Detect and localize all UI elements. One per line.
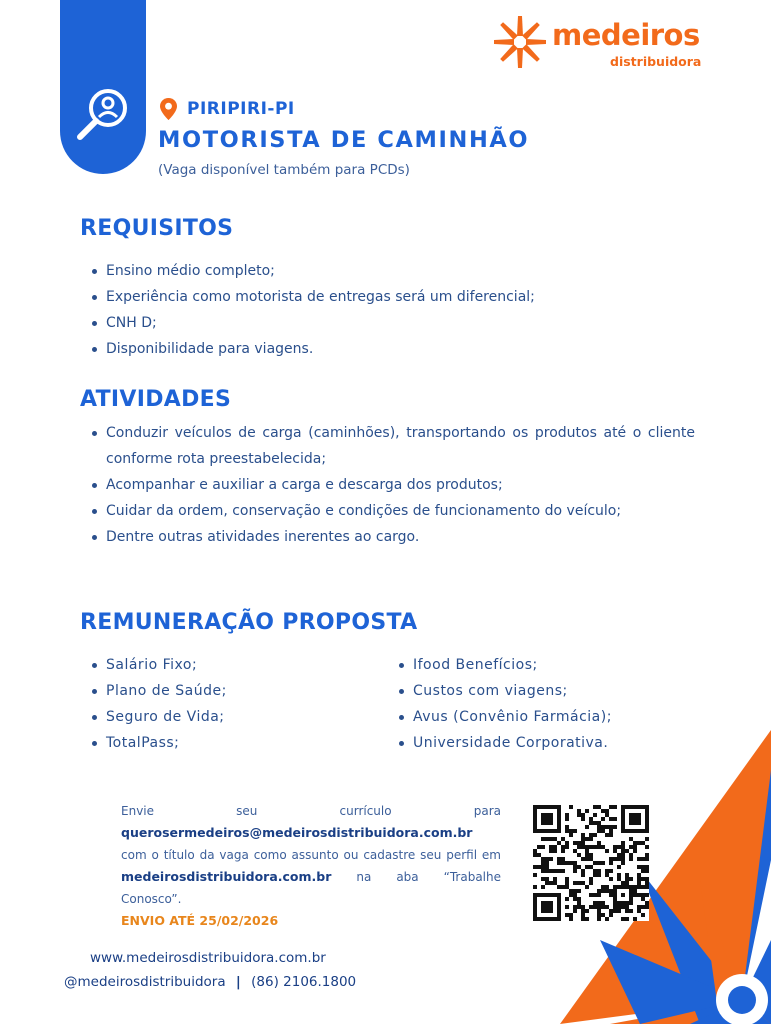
brand-tagline: distribuidora xyxy=(610,54,702,69)
header-tab xyxy=(60,0,146,174)
list-item: Conduzir veículos de carga (caminhões), transportando os produtos até o cliente conforme rota preestabelecida; xyxy=(90,420,695,472)
sun-burst-icon xyxy=(492,14,548,70)
requisitos-heading: REQUISITOS xyxy=(80,216,234,241)
list-item: Plano de Saúde; xyxy=(90,678,370,704)
requisitos-list xyxy=(90,258,690,362)
list-item: Salário Fixo; xyxy=(90,652,370,678)
footer-phone[interactable]: (86) 2106.1800 xyxy=(251,974,357,990)
list-item: Experiência como motorista de entregas será um diferencial; xyxy=(90,284,690,310)
remuneracao-list-right xyxy=(397,652,697,756)
list-item: Seguro de Vida; xyxy=(90,704,370,730)
atividades-list xyxy=(90,420,695,550)
instructions-line: Envie seu currículo para xyxy=(121,804,501,818)
footer-website[interactable]: www.medeirosdistribuidora.com.br xyxy=(90,950,326,966)
application-instructions: Envie seu currículo para querosermedeiros@medeirosdistribuidora.com.br com o título da vaga como assunto ou cadastre seu perfil em medeirosdistribuidora.com.br na aba “Trabalhe Conosco”. ENVIO ATÉ 25/02/2026 xyxy=(121,800,501,932)
list-item: Ifood Benefícios; xyxy=(397,652,697,678)
brand-name: medeiros xyxy=(552,18,700,52)
application-email[interactable]: querosermedeiros@medeirosdistribuidora.com.br xyxy=(121,825,473,840)
list-item: CNH D; xyxy=(90,310,690,336)
qr-code[interactable] xyxy=(533,805,649,921)
footer xyxy=(64,946,356,994)
location-text: PIRIPIRI-PI xyxy=(187,99,295,119)
list-item: Acompanhar e auxiliar a carga e descarga dos produtos; xyxy=(90,472,695,498)
job-subtitle: (Vaga disponível também para PCDs) xyxy=(158,162,410,178)
footer-contact: @medeirosdistribuidora | (86) 2106.1800 xyxy=(64,974,357,990)
deadline: ENVIO ATÉ 25/02/2026 xyxy=(121,913,279,928)
list-item: Cuidar da ordem, conservação e condições de funcionamento do veículo; xyxy=(90,498,695,524)
list-item: Disponibilidade para viagens. xyxy=(90,336,690,362)
footer-social[interactable]: @medeirosdistribuidora xyxy=(64,974,226,990)
job-title: MOTORISTA DE CAMINHÃO xyxy=(158,127,530,153)
remuneracao-heading: REMUNERAÇÃO PROPOSTA xyxy=(80,610,418,635)
user-search-icon xyxy=(70,84,136,150)
brand-logo xyxy=(492,14,722,74)
location xyxy=(160,97,295,121)
location-pin-icon xyxy=(160,98,177,120)
list-item: Custos com viagens; xyxy=(397,678,697,704)
list-item: TotalPass; xyxy=(90,730,370,756)
list-item: Dentre outras atividades inerentes ao cargo. xyxy=(90,524,695,550)
application-site[interactable]: medeirosdistribuidora.com.br xyxy=(121,869,332,884)
list-item: Avus (Convênio Farmácia); xyxy=(397,704,697,730)
list-item: Ensino médio completo; xyxy=(90,258,690,284)
list-item: Universidade Corporativa. xyxy=(397,730,697,756)
remuneracao-list-left xyxy=(90,652,370,756)
atividades-heading: ATIVIDADES xyxy=(80,387,232,412)
